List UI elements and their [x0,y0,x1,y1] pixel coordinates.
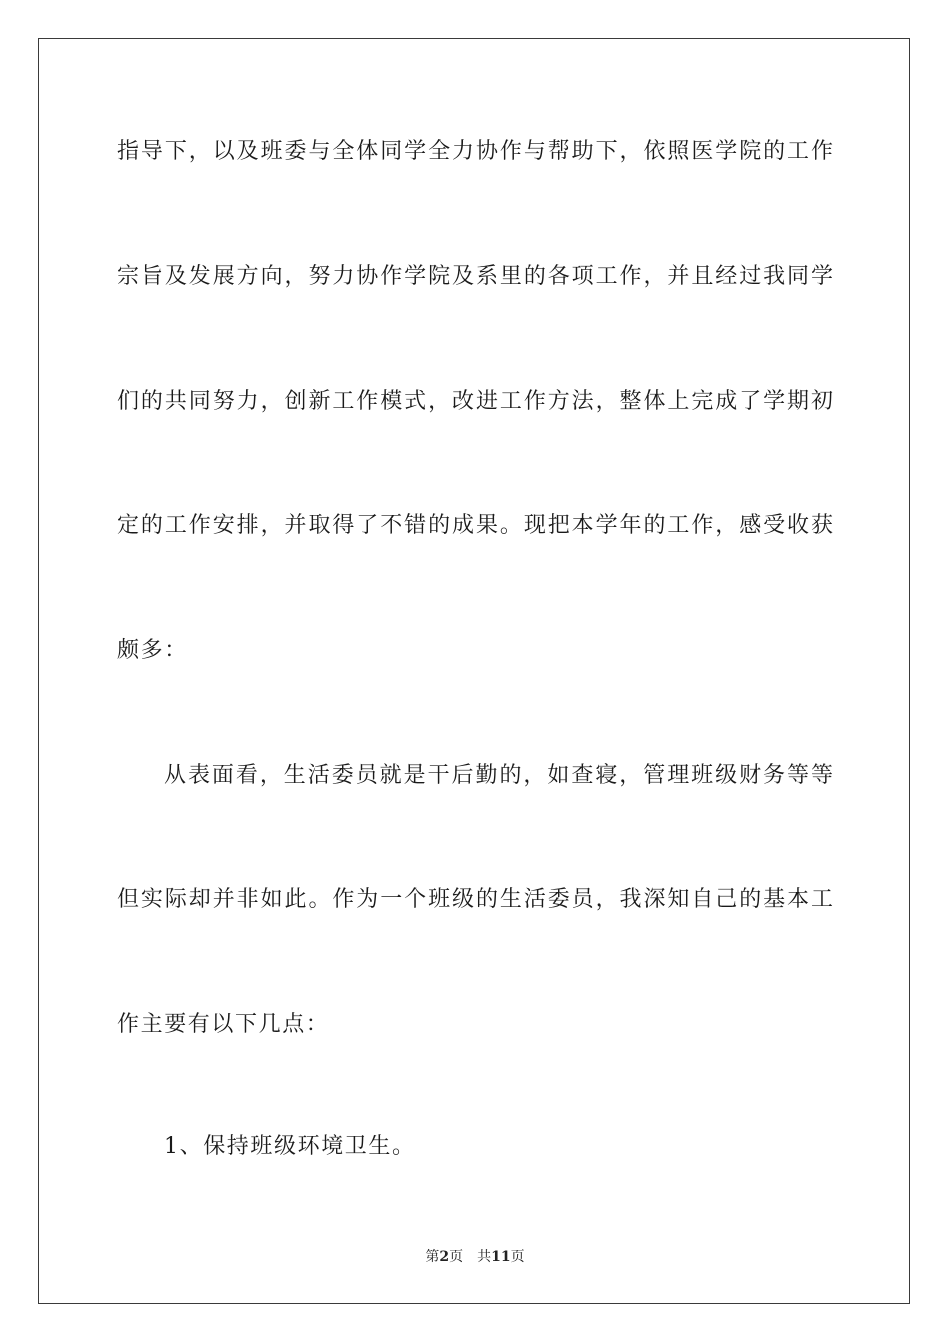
text-line-4: 定的工作安排，并取得了不错的成果。现把本学年的工作，感受收获 [117,513,833,538]
page-suffix: 页 [449,1249,464,1265]
total-prefix: 共 [477,1249,492,1265]
page-prefix: 第 [425,1249,440,1265]
text-line-5: 颇多： [117,638,188,663]
page-number: 2 [439,1249,450,1265]
text-line-1: 指导下，以及班委与全体同学全力协作与帮助下，依照医学院的工作 [117,139,833,164]
text-line-7: 但实际却并非如此。作为一个班级的生活委员，我深知自己的基本工 [117,887,833,912]
text-line-2: 宗旨及发展方向，努力协作学院及系里的各项工作，并且经过我同学 [117,264,833,289]
text-line-3: 们的共同努力，创新工作模式，改进工作方法，整体上完成了学期初 [117,389,833,414]
page-footer [0,1248,950,1266]
text-line-6: 从表面看，生活委员就是干后勤的，如查寝，管理班级财务等等 [164,763,833,788]
list-item-1: 1、保持班级环境卫生。 [164,1134,416,1159]
text-line-8: 作主要有以下几点： [117,1012,330,1037]
page-border [38,38,910,1304]
total-suffix: 页 [510,1249,525,1265]
total-pages: 11 [491,1249,511,1265]
